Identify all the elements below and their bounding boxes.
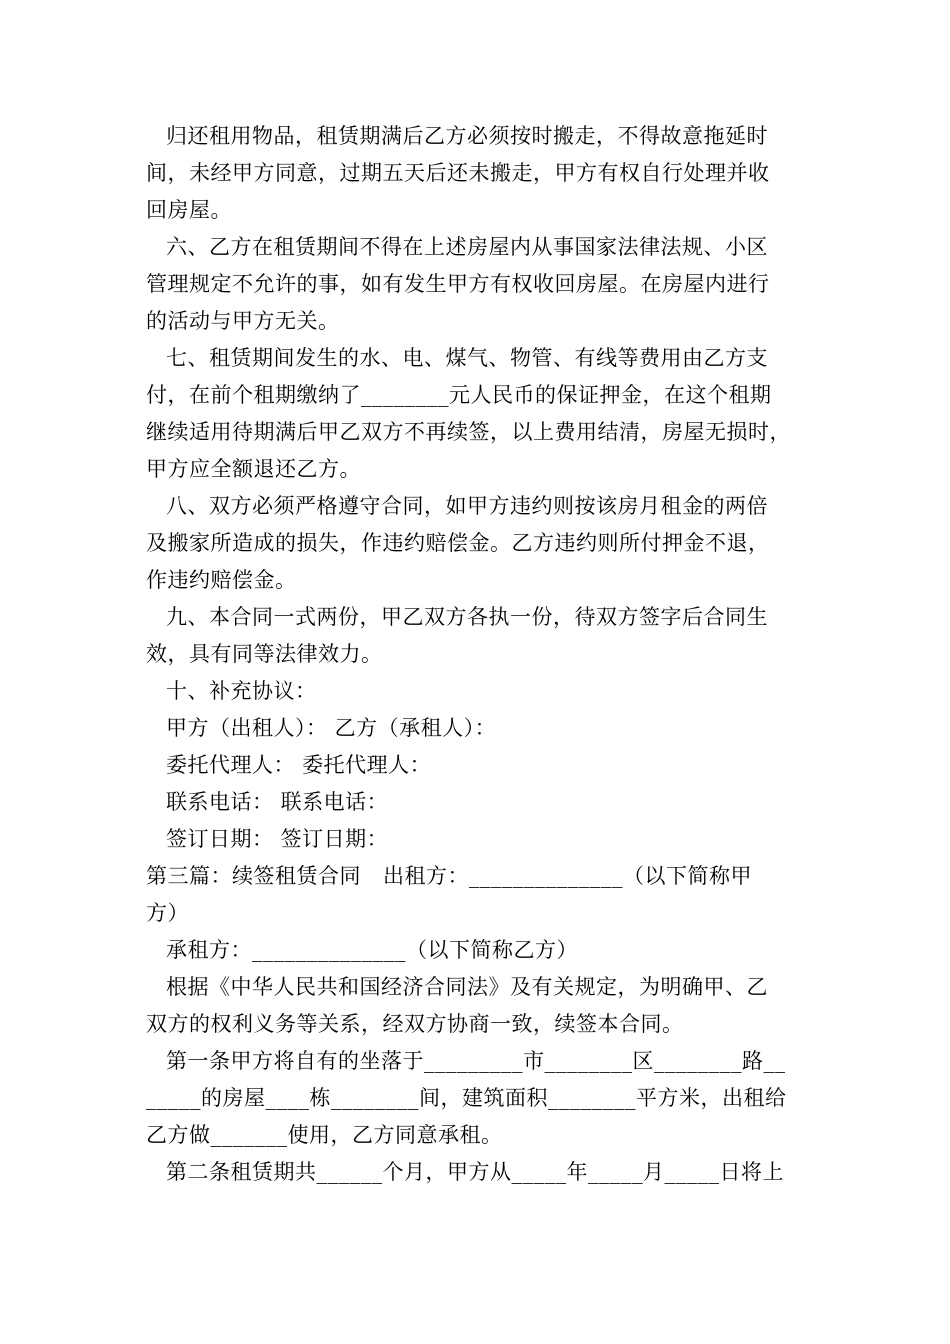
paragraph-line: 付，在前个租期缴纳了________元人民币的保证押金，在这个租期 bbox=[146, 383, 772, 407]
paragraph-line: 继续适用待期满后甲乙双方不再续签，以上费用结清，房屋无损时， bbox=[146, 420, 791, 444]
paragraph-line: 间，未经甲方同意，过期五天后还未搬走，甲方有权自行处理并收 bbox=[146, 161, 770, 185]
signature-line: 甲方（出租人）： 乙方（承租人）： bbox=[166, 716, 497, 740]
signature-line: 委托代理人： 委托代理人： bbox=[166, 753, 432, 777]
paragraph-line: 六、乙方在租赁期间不得在上述房屋内从事国家法律法规、小区 bbox=[166, 235, 768, 259]
section-heading-line bbox=[146, 858, 826, 895]
section-title: 第三篇：续签租赁合同 bbox=[146, 864, 361, 888]
paragraph-line: 乙方做_______使用，乙方同意承租。 bbox=[146, 1123, 503, 1147]
paragraph-line: 九、本合同一式两份，甲乙双方各执一份，待双方签字后合同生 bbox=[166, 605, 768, 629]
paragraph-line: 根据《中华人民共和国经济合同法》及有关规定，为明确甲、乙 bbox=[166, 975, 768, 999]
paragraph-line: 八、双方必须严格遵守合同，如甲方违约则按该房月租金的两倍 bbox=[166, 494, 768, 518]
paragraph-line: 归还租用物品，租赁期满后乙方必须按时搬走，不得故意拖延时 bbox=[166, 124, 768, 148]
paragraph-line: 第一条甲方将自有的坐落于_________市________区________路__ bbox=[166, 1049, 786, 1073]
lessee-field: 承租方：______________（以下简称乙方） bbox=[166, 938, 578, 962]
paragraph-line: 第二条租赁期共______个月，甲方从_____年_____月_____日将上 bbox=[166, 1160, 784, 1184]
paragraph-line: 方） bbox=[146, 901, 189, 925]
signature-line: 签订日期： 签订日期： bbox=[166, 827, 389, 851]
paragraph-line: 十、补充协议： bbox=[166, 679, 317, 703]
paragraph-line: 作违约赔偿金。 bbox=[146, 568, 297, 592]
lessor-field: 出租方：______________（以下简称甲 bbox=[383, 864, 752, 888]
paragraph-line: _____的房屋____栋________间，建筑面积________平方米，出租给 bbox=[146, 1086, 787, 1110]
paragraph-line: 的活动与甲方无关。 bbox=[146, 309, 340, 333]
paragraph-line: 效，具有同等法律效力。 bbox=[146, 642, 383, 666]
paragraph-line: 双方的权利义务等关系，经双方协商一致，续签本合同。 bbox=[146, 1012, 684, 1036]
paragraph-line: 甲方应全额退还乙方。 bbox=[146, 457, 361, 481]
paragraph-line: 七、租赁期间发生的水、电、煤气、物管、有线等费用由乙方支 bbox=[166, 346, 768, 370]
paragraph-line: 管理规定不允许的事，如有发生甲方有权收回房屋。在房屋内进行 bbox=[146, 272, 770, 296]
signature-line: 联系电话： 联系电话： bbox=[166, 790, 389, 814]
paragraph-line: 回房屋。 bbox=[146, 198, 232, 222]
paragraph-line: 及搬家所造成的损失，作违约赔偿金。乙方违约则所付押金不退， bbox=[146, 531, 770, 555]
